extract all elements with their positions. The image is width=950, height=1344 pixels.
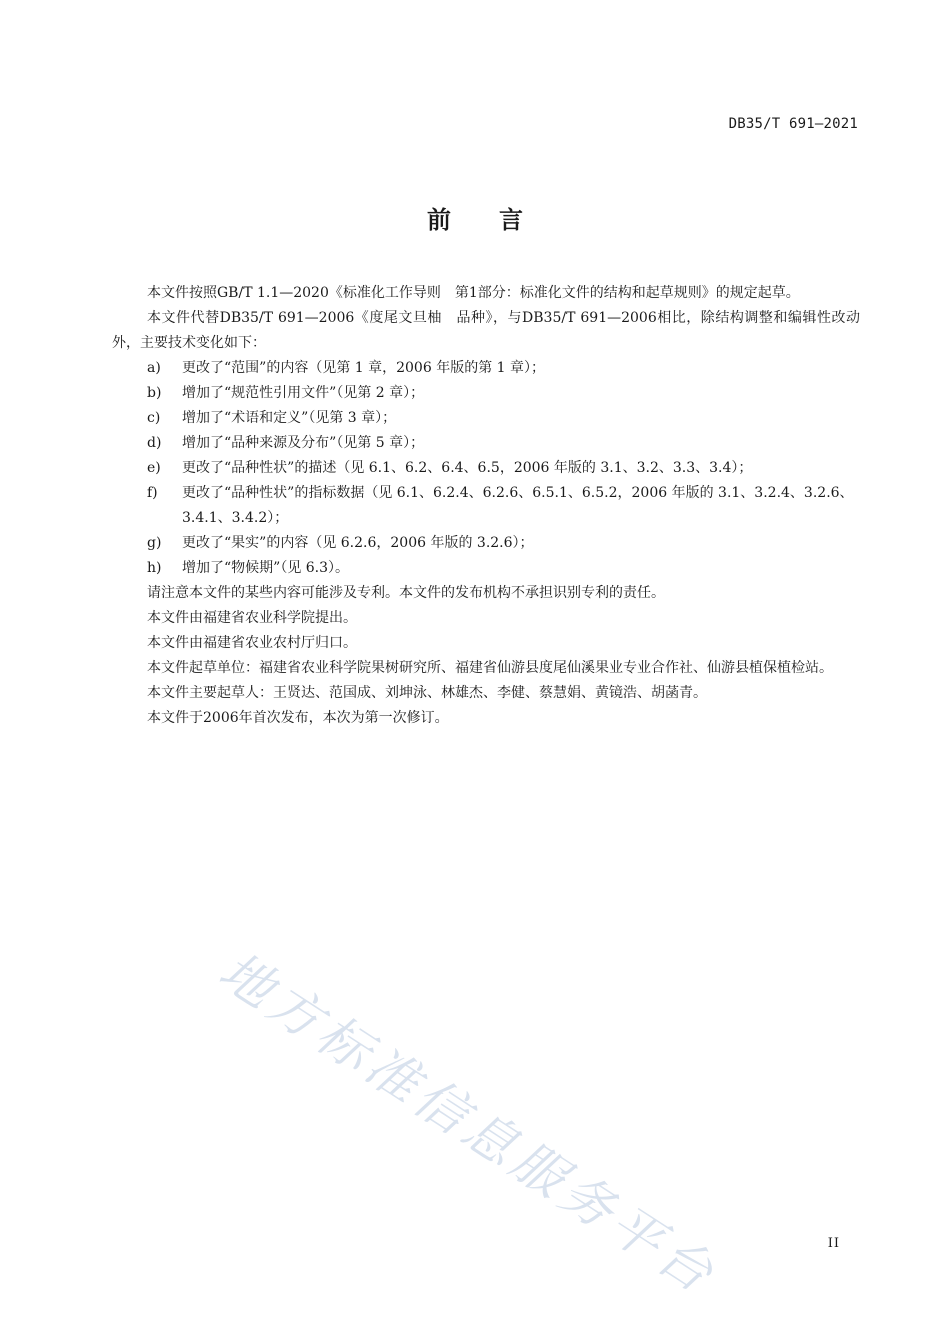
page-title: 前言	[427, 206, 571, 234]
list-marker: d)	[147, 435, 162, 451]
list-item-text: 增加了“物候期”（见 6.3）。	[182, 560, 350, 576]
paragraph-drafters: 本文件主要起草人：王贤达、范国成、刘坤泳、林雄杰、李健、蔡慧娟、黄镜浩、胡菡青。	[147, 685, 707, 701]
list-item	[112, 381, 860, 406]
list-item-text: 增加了“品种来源及分布”（见第 5 章）；	[182, 435, 425, 451]
list-marker: g)	[147, 535, 162, 551]
list-item	[112, 481, 860, 531]
list-item-text: 更改了“品种性状”的描述（见 6.1、6.2、6.4、6.5，2006 年版的 3.1、3.2、3.3、3.4）；	[182, 460, 753, 476]
list-item-text: 更改了“范围”的内容（见第 1 章，2006 年版的第 1 章）；	[182, 360, 546, 376]
list-item-text: 更改了“品种性状”的指标数据（见 6.1、6.2.4、6.2.6、6.5.1、6.5.2，2006 年版的 3.1、3.2.4、3.2.6、3.4.1、3.4.2）；	[182, 485, 854, 526]
list-item	[112, 356, 860, 381]
list-marker: b)	[147, 385, 162, 401]
list-item	[112, 556, 860, 581]
document-code: DB35/T 691—2021	[728, 116, 858, 132]
list-item	[112, 531, 860, 556]
list-item-text: 增加了“规范性引用文件”（见第 2 章）；	[182, 385, 425, 401]
foreword-body	[112, 281, 860, 731]
list-item-text: 增加了“术语和定义”（见第 3 章）；	[182, 410, 397, 426]
changes-list	[112, 356, 860, 581]
paragraph-proposer: 本文件由福建省农业科学院提出。	[147, 610, 357, 626]
page-number: II	[827, 1236, 840, 1251]
list-marker: f)	[147, 485, 158, 501]
list-item	[112, 406, 860, 431]
paragraph-drafting-units: 本文件起草单位：福建省农业科学院果树研究所、福建省仙游县度尾仙溪果业专业合作社、仙游县植保植检站。	[147, 660, 833, 676]
paragraph-replacement: 本文件代替DB35/T 691—2006《度尾文旦柚 品种》，与DB35/T 691—2006相比，除结构调整和编辑性改动外，主要技术变化如下：	[112, 310, 860, 351]
paragraph-patent-notice: 请注意本文件的某些内容可能涉及专利。本文件的发布机构不承担识别专利的责任。	[147, 585, 665, 601]
list-marker: a)	[147, 360, 161, 376]
paragraph-history: 本文件于2006年首次发布，本次为第一次修订。	[147, 710, 449, 726]
watermark: 地方标准信息服务平台	[208, 940, 728, 1308]
paragraph-drafting-rules: 本文件按照GB/T 1.1—2020《标准化工作导则 第1部分：标准化文件的结构和起草规则》的规定起草。	[147, 285, 800, 301]
list-marker: c)	[147, 410, 161, 426]
list-item	[112, 456, 860, 481]
list-marker: h)	[147, 560, 162, 576]
list-marker: e)	[147, 460, 161, 476]
list-item	[112, 431, 860, 456]
list-item-text: 更改了“果实”的内容（见 6.2.6，2006 年版的 3.2.6）；	[182, 535, 534, 551]
paragraph-administrator: 本文件由福建省农业农村厅归口。	[147, 635, 357, 651]
